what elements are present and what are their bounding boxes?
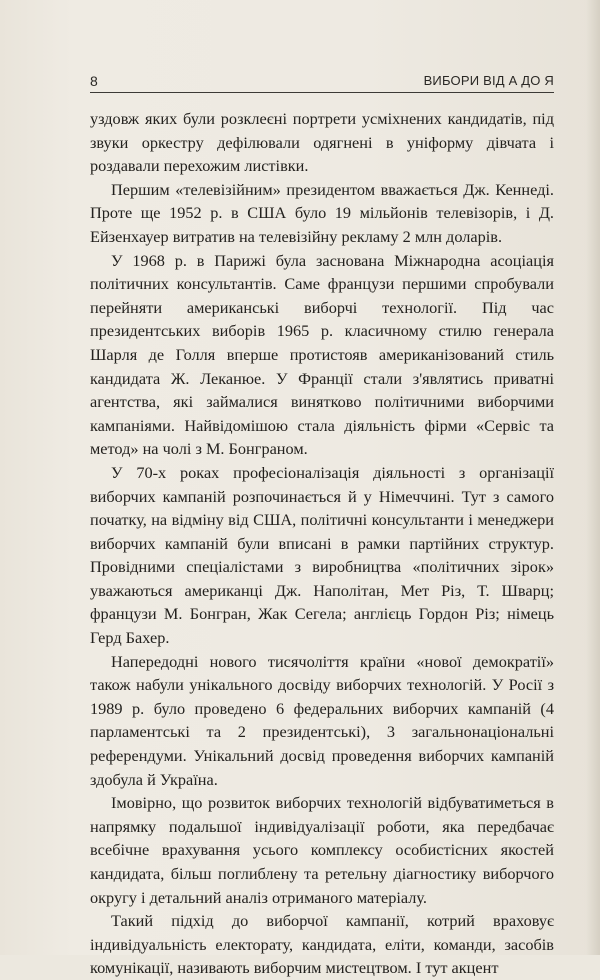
- body-text: [90, 107, 554, 980]
- paragraph: У 1968 р. в Парижі була заснована Міжнародна асоціація політичних консультантів. Саме французи першими спробували перейняти американські виборчі технології. Під час президентських виборів 1965 р. класичному стилю генерала Шарля де Голля вперше протистояв американізований стиль кандидата Ж. Леканюе. У Франції стали з'являтись приватні агентства, які займалися винятково політичними виборчими кампаніями. Найвідомішою стала діяльність фірми «Сервіс та метод» на чолі з М. Бонграном.: [90, 250, 554, 459]
- paragraph: Такий підхід до виборчої кампанії, котрий враховує індивідуальність електорату, кандидата, еліти, команди, засобів комунікації, називають виборчим мистецтвом. І тут акцент: [90, 911, 554, 978]
- page-number: 8: [90, 73, 98, 89]
- page-edge-shadow: [586, 0, 600, 955]
- paragraph: Імовірно, що розвиток виборчих технологій відбуватиметься в напрямку подальшої індивідуалізації роботи, яка передбачає всебічне врахування усього комплексу особистісних якостей кандидата, більш поглиблену та ретельну діагностику виборчого округу і детальний аналіз отриманого матеріалу.: [90, 793, 554, 907]
- paragraph: У 70-х роках професіоналізація діяльності з організації виборчих кампаній розпочинається й у Німеччині. Тут з самого початку, на відміну від США, політичні консультанти і менеджери виборчих кампаній були вписані в рамки партійних структур. Провідними спеціалістами з виробництва «політичних зірок» уважаються американці Дж. Наполітан, Мет Різ, Т. Шварц; французи М. Бонгран, Жак Сегела; англієць Гордон Різ; німець Герд Бахер.: [90, 462, 554, 648]
- paragraph: Першим «телевізійним» президентом вважається Дж. Кеннеді. Проте ще 1952 р. в США було 19 мільйонів телевізорів, і Д. Ейзенхауер витратив на телевізійну рекламу 2 млн доларів.: [90, 179, 554, 246]
- paragraph: Напередодні нового тисячоліття країни «нової демократії» також набули унікального досвіду виборчих технологій. У Росії з 1989 р. було проведено 6 федеральних виборчих кампаній (4 парламентські та 2 президентські), 3 загальнонаціональні референдуми. Унікальний досвід проведення виборчих кампаній здобула й Україна.: [90, 651, 554, 789]
- page-header: [90, 70, 554, 93]
- paragraph: уздовж яких були розклеєні портрети усміхнених кандидатів, під звуки оркестру дефілювали одягнені в уніформу дівчата і роздавали перехожим листівки.: [90, 109, 554, 176]
- running-title: ВИБОРИ ВІД А ДО Я: [423, 73, 554, 88]
